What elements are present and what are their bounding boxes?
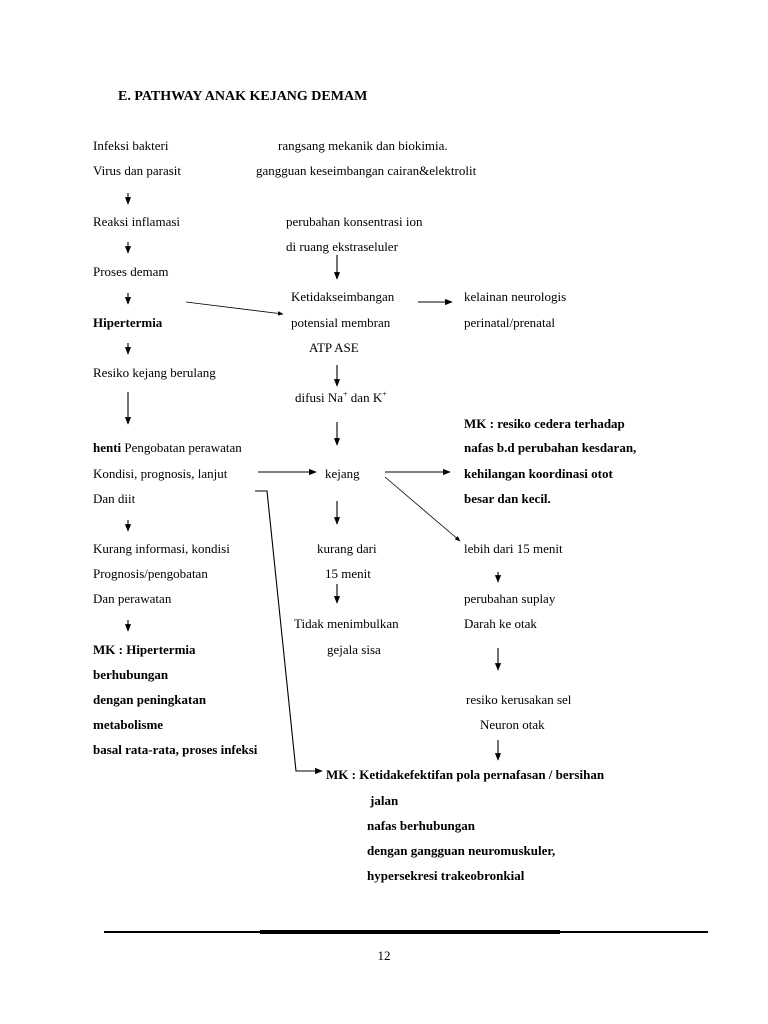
center-atp: ATP ASE (309, 340, 359, 355)
right-suplay: perubahan suplay (464, 591, 556, 606)
right-mk-4: besar dan kecil. (464, 491, 551, 506)
right-perinatal: perinatal/prenatal (464, 315, 555, 330)
center-potensial: potensial membran (291, 315, 391, 330)
center-gejala: gejala sisa (327, 642, 381, 657)
difusi-b: dan K (347, 390, 383, 405)
center-perubahan: perubahan konsentrasi ion (286, 214, 423, 229)
right-darah: Darah ke otak (464, 616, 537, 631)
right-kerusakan: resiko kerusakan sel (466, 692, 572, 707)
bottom-mk-3: nafas berhubungan (367, 818, 476, 833)
center-gangguan: gangguan keseimbangan cairan&elektrolit (256, 163, 477, 178)
center-ruang: di ruang ekstraseluler (286, 239, 398, 254)
footer-rule-thick (260, 930, 560, 934)
right-mk-1: MK : resiko cedera terhadap (464, 416, 625, 431)
left-reaksi: Reaksi inflamasi (93, 214, 181, 229)
page-title: E. PATHWAY ANAK KEJANG DEMAM (118, 89, 368, 104)
sup-2: + (382, 389, 387, 399)
left-mk-3: dengan peningkatan (93, 692, 207, 707)
center-15-menit: 15 menit (325, 566, 371, 581)
left-mk-5: basal rata-rata, proses infeksi (93, 742, 258, 757)
right-neuron: Neuron otak (480, 717, 545, 732)
left-infeksi: Infeksi bakteri (93, 138, 169, 153)
right-lebih: lebih dari 15 menit (464, 541, 563, 556)
center-kejang: kejang (325, 466, 360, 481)
bottom-mk-1: MK : Ketidakefektifan pola pernafasan / bersihan (326, 767, 605, 782)
left-kondisi: Kondisi, prognosis, lanjut (93, 466, 228, 481)
left-mk-1: MK : Hipertermia (93, 642, 196, 657)
left-mk-2: berhubungan (93, 667, 169, 682)
arrow-kondisi-to-bottom-mk (255, 491, 322, 771)
left-kurang-info: Kurang informasi, kondisi (93, 541, 230, 556)
arrow-proses-to-ketidak (186, 302, 283, 314)
bottom-mk-4: dengan gangguan neuromuskuler, (367, 843, 556, 858)
center-rangsang: rangsang mekanik dan biokimia. (278, 138, 448, 153)
page-number: 12 (377, 948, 391, 963)
center-kurang: kurang dari (317, 541, 377, 556)
left-proses: Proses demam (93, 264, 169, 279)
bottom-mk-5: hypersekresi trakeobronkial (367, 868, 525, 883)
difusi-a: difusi Na (295, 390, 344, 405)
left-diit: Dan diit (93, 491, 136, 506)
henti-bold: henti (93, 440, 122, 455)
right-mk-3: kehilangan koordinasi otot (464, 466, 613, 481)
henti-rest: Pengobatan perawatan (121, 440, 242, 455)
right-mk-2: nafas b.d perubahan kesdaran, (464, 440, 637, 455)
left-mk-4: metabolisme (93, 717, 164, 732)
left-resiko: Resiko kejang berulang (93, 365, 216, 380)
center-tidak: Tidak menimbulkan (294, 616, 399, 631)
left-hipertermia: Hipertermia (93, 315, 163, 330)
sup-1: + (343, 389, 348, 399)
left-perawatan: Dan perawatan (93, 591, 172, 606)
center-ketidak: Ketidakseimbangan (291, 289, 395, 304)
left-virus: Virus dan parasit (93, 163, 182, 178)
left-prognosis: Prognosis/pengobatan (93, 566, 208, 581)
bottom-mk-2: jalan (370, 793, 399, 808)
arrow-kejang-to-lebih (385, 477, 460, 541)
right-kelainan: kelainan neurologis (464, 289, 567, 304)
